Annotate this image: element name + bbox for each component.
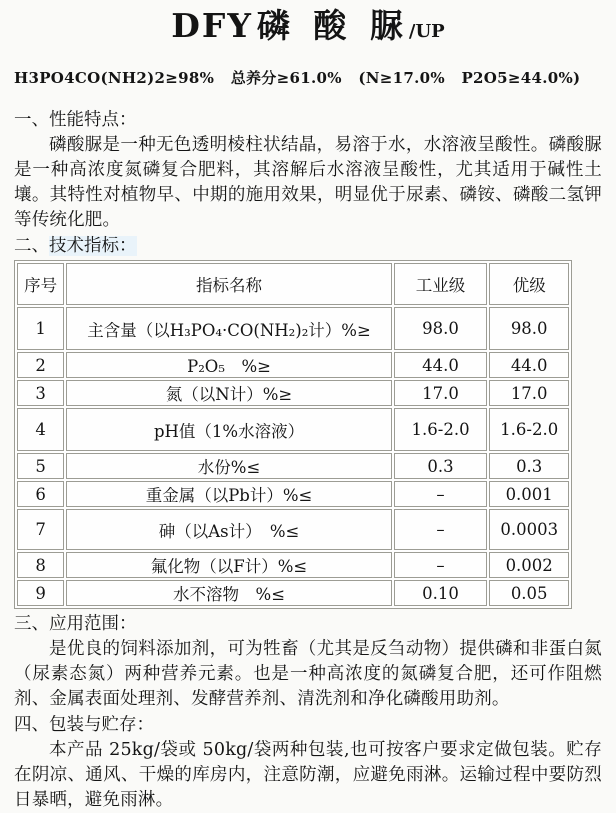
section-body-packaging: 本产品 25kg/袋或 50kg/袋两种包装,也可按客户要求定做包装。贮存在阴凉、通风、干燥的库房内，注意防潮，应避免雨淋。运输过程中要防烈日暴晒，避免雨淋。 bbox=[14, 740, 602, 810]
row-number-cell: 6 bbox=[17, 481, 64, 507]
section-body-performance: 磷酸脲是一种无色透明棱柱状结晶，易溶于水，水溶液呈酸性。磷酸脲是一种高浓度氮磷复合肥料，其溶解后水溶液呈酸性，尤其适用于碱性土壤。其特性对植物早、中期的施用效果，明显优于尿素、磷铵、磷酸二氢钾等传统化肥。 bbox=[14, 135, 602, 230]
title-chinese: 磷 酸 脲 bbox=[256, 6, 409, 45]
specs-table bbox=[14, 260, 572, 609]
table-row bbox=[17, 380, 569, 406]
table-row bbox=[17, 408, 569, 451]
premium-grade-cell: 0.002 bbox=[489, 552, 569, 578]
indicator-name-cell: 重金属（以Pb计）%≤ bbox=[66, 481, 391, 507]
table-row bbox=[17, 453, 569, 479]
indicator-name-cell: P₂O₅ %≥ bbox=[66, 352, 391, 378]
indicator-name-cell: 主含量（以H₃PO₄·CO(NH₂)₂计）%≥ bbox=[66, 307, 391, 350]
header-indicator-name-cell: 指标名称 bbox=[66, 263, 391, 305]
industrial-grade-cell: – bbox=[394, 509, 488, 550]
table-row bbox=[17, 352, 569, 378]
industrial-grade-cell: – bbox=[394, 481, 488, 507]
premium-grade-cell: 0.001 bbox=[489, 481, 569, 507]
section-heading-specs bbox=[14, 234, 602, 258]
row-number-cell: 5 bbox=[17, 453, 64, 479]
specs-table-header-row bbox=[17, 263, 569, 305]
premium-grade-cell: 1.6-2.0 bbox=[489, 408, 569, 451]
section-heading-packaging: 四、包装与贮存： bbox=[14, 715, 154, 735]
indicator-name-cell: 氮（以N计）%≥ bbox=[66, 380, 391, 406]
indicator-name-cell: 水不溶物 %≤ bbox=[66, 580, 391, 606]
title-suffix: /UP bbox=[408, 21, 445, 42]
industrial-grade-cell: 44.0 bbox=[394, 352, 488, 378]
table-row bbox=[17, 552, 569, 578]
table-row bbox=[17, 481, 569, 507]
specs-table-head bbox=[17, 263, 569, 305]
section-body-application: 是优良的饲料添加剂，可为牲畜（尤其是反刍动物）提供磷和非蛋白氮（尿素态氮）两种营养元素。也是一种高浓度的氮磷复合肥，还可作阻燃剂、金属表面处理剂、发酵营养剂、清洗剂和净化磷酸用助剂。 bbox=[14, 639, 602, 709]
premium-grade-cell: 44.0 bbox=[489, 352, 569, 378]
section-heading-performance: 一、性能特点： bbox=[14, 110, 137, 130]
industrial-grade-cell: 0.10 bbox=[394, 580, 488, 606]
row-number-cell: 4 bbox=[17, 408, 64, 451]
section-heading-specs-prefix: 二、 bbox=[14, 236, 49, 256]
indicator-name-cell: 砷（以As计） %≤ bbox=[66, 509, 391, 550]
indicator-name-cell: 氟化物（以F计）%≤ bbox=[66, 552, 391, 578]
indicator-name-cell: 水份%≤ bbox=[66, 453, 391, 479]
premium-grade-cell: 0.3 bbox=[489, 453, 569, 479]
row-number-cell: 8 bbox=[17, 552, 64, 578]
table-row bbox=[17, 307, 569, 350]
table-row bbox=[17, 580, 569, 606]
industrial-grade-cell: 98.0 bbox=[394, 307, 488, 350]
row-number-cell: 2 bbox=[17, 352, 64, 378]
page-title bbox=[14, 4, 602, 54]
row-number-cell: 9 bbox=[17, 580, 64, 606]
header-row-number-cell: 序号 bbox=[17, 263, 64, 305]
header-premium-grade-cell: 优级 bbox=[489, 263, 569, 305]
premium-grade-cell: 0.05 bbox=[489, 580, 569, 606]
industrial-grade-cell: 1.6-2.0 bbox=[394, 408, 488, 451]
industrial-grade-cell: 0.3 bbox=[394, 453, 488, 479]
indicator-name-cell: pH值（1%水溶液） bbox=[66, 408, 391, 451]
industrial-grade-cell: 17.0 bbox=[394, 380, 488, 406]
section-heading-specs-label: 技术指标： bbox=[49, 236, 137, 256]
header-industrial-grade-cell: 工业级 bbox=[394, 263, 488, 305]
row-number-cell: 7 bbox=[17, 509, 64, 550]
row-number-cell: 1 bbox=[17, 307, 64, 350]
premium-grade-cell: 17.0 bbox=[489, 380, 569, 406]
section-heading-application: 三、应用范围： bbox=[14, 614, 137, 634]
premium-grade-cell: 0.0003 bbox=[489, 509, 569, 550]
premium-grade-cell: 98.0 bbox=[489, 307, 569, 350]
row-number-cell: 3 bbox=[17, 380, 64, 406]
industrial-grade-cell: – bbox=[394, 552, 488, 578]
formula-line: H3PO4CO(NH2)2≥98% 总养分≥61.0% (N≥17.0% P2O5≥44.0%) bbox=[14, 69, 581, 87]
table-row bbox=[17, 509, 569, 550]
specs-table-body bbox=[17, 307, 569, 606]
title-latin: DFY bbox=[171, 6, 253, 45]
